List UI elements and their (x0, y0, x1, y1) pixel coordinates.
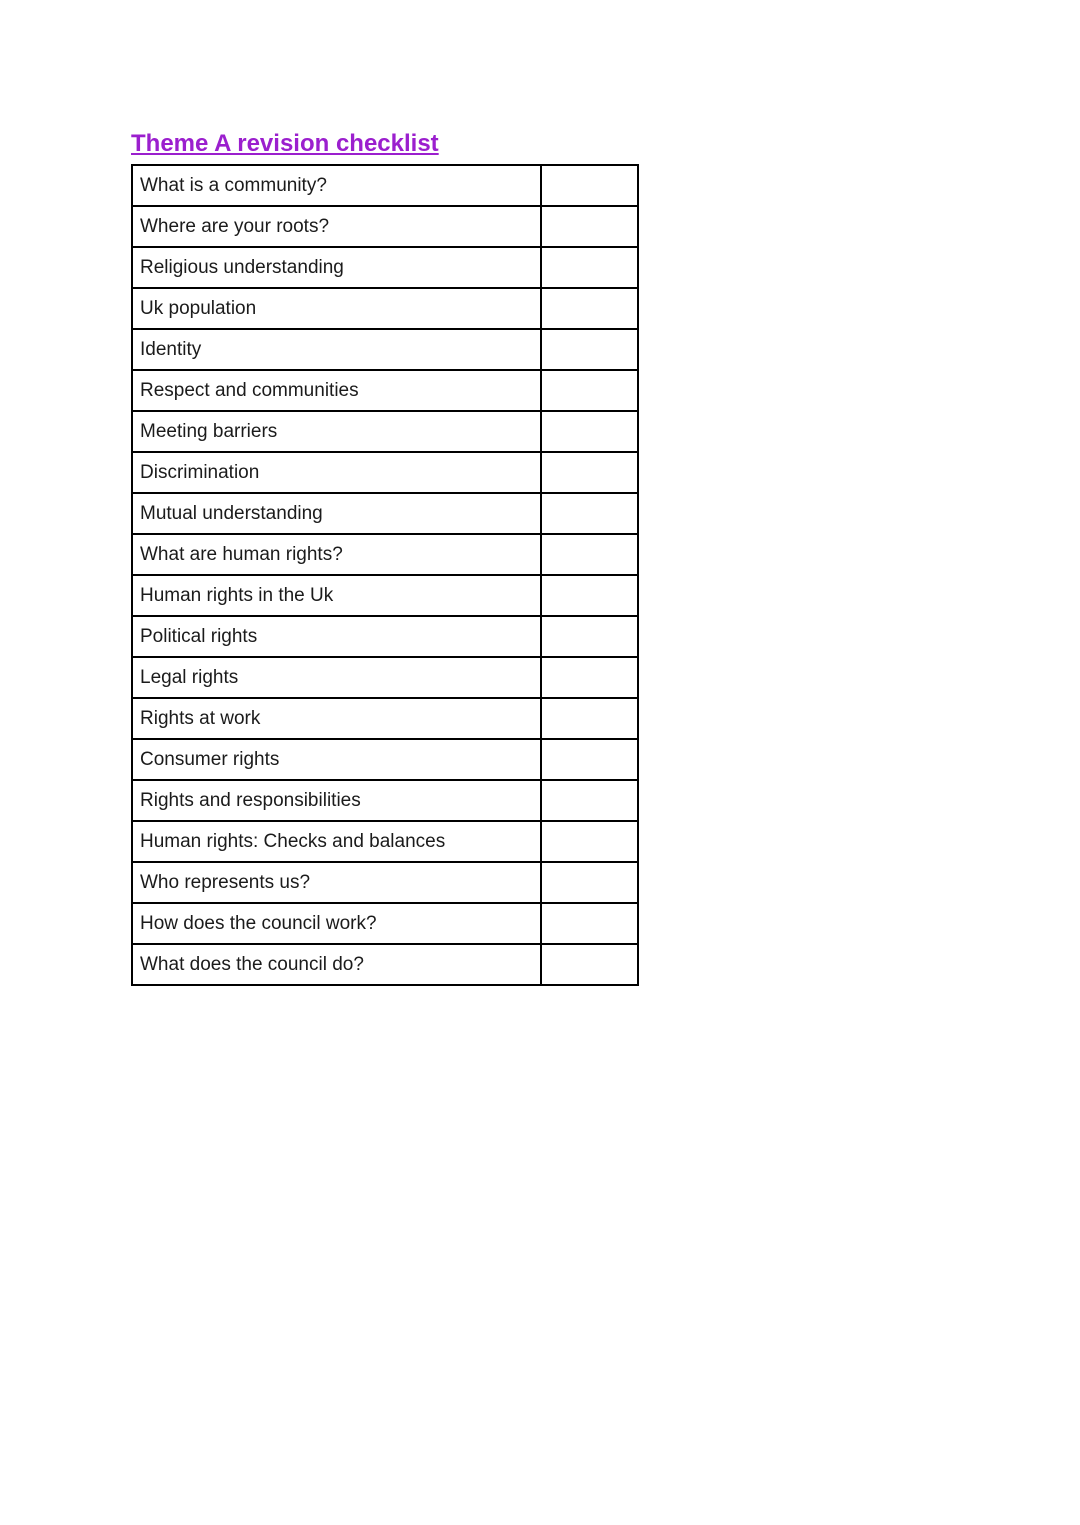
table-row (132, 206, 638, 247)
topic-cell: Uk population (132, 288, 541, 329)
table-row (132, 739, 638, 780)
table-row (132, 821, 638, 862)
table-row (132, 534, 638, 575)
topic-cell: Religious understanding (132, 247, 541, 288)
table-row (132, 575, 638, 616)
status-cell[interactable] (541, 247, 638, 288)
topic-cell: Where are your roots? (132, 206, 541, 247)
status-cell[interactable] (541, 944, 638, 985)
topic-cell: What does the council do? (132, 944, 541, 985)
status-cell[interactable] (541, 657, 638, 698)
table-row (132, 493, 638, 534)
revision-checklist-body (132, 165, 638, 985)
table-row (132, 370, 638, 411)
table-row (132, 616, 638, 657)
status-cell[interactable] (541, 739, 638, 780)
status-cell[interactable] (541, 698, 638, 739)
status-cell[interactable] (541, 165, 638, 206)
topic-cell: Rights and responsibilities (132, 780, 541, 821)
topic-cell: How does the council work? (132, 903, 541, 944)
topic-cell: Human rights in the Uk (132, 575, 541, 616)
topic-cell: Who represents us? (132, 862, 541, 903)
topic-cell: Discrimination (132, 452, 541, 493)
table-row (132, 944, 638, 985)
topic-cell: Legal rights (132, 657, 541, 698)
status-cell[interactable] (541, 575, 638, 616)
table-row (132, 903, 638, 944)
status-cell[interactable] (541, 288, 638, 329)
status-cell[interactable] (541, 329, 638, 370)
table-row (132, 657, 638, 698)
topic-cell: What is a community? (132, 165, 541, 206)
topic-cell: Identity (132, 329, 541, 370)
status-cell[interactable] (541, 493, 638, 534)
table-row (132, 862, 638, 903)
status-cell[interactable] (541, 821, 638, 862)
topic-cell: Political rights (132, 616, 541, 657)
status-cell[interactable] (541, 780, 638, 821)
table-row (132, 247, 638, 288)
table-row (132, 329, 638, 370)
table-row (132, 452, 638, 493)
status-cell[interactable] (541, 452, 638, 493)
topic-cell: What are human rights? (132, 534, 541, 575)
table-row (132, 165, 638, 206)
topic-cell: Meeting barriers (132, 411, 541, 452)
table-row (132, 780, 638, 821)
topic-cell: Human rights: Checks and balances (132, 821, 541, 862)
status-cell[interactable] (541, 616, 638, 657)
page-title: Theme A revision checklist (131, 130, 439, 157)
status-cell[interactable] (541, 862, 638, 903)
topic-cell: Consumer rights (132, 739, 541, 780)
status-cell[interactable] (541, 903, 638, 944)
table-row (132, 288, 638, 329)
topic-cell: Mutual understanding (132, 493, 541, 534)
revision-checklist-table (131, 164, 639, 986)
table-row (132, 698, 638, 739)
status-cell[interactable] (541, 534, 638, 575)
status-cell[interactable] (541, 370, 638, 411)
status-cell[interactable] (541, 411, 638, 452)
table-row (132, 411, 638, 452)
status-cell[interactable] (541, 206, 638, 247)
topic-cell: Rights at work (132, 698, 541, 739)
topic-cell: Respect and communities (132, 370, 541, 411)
